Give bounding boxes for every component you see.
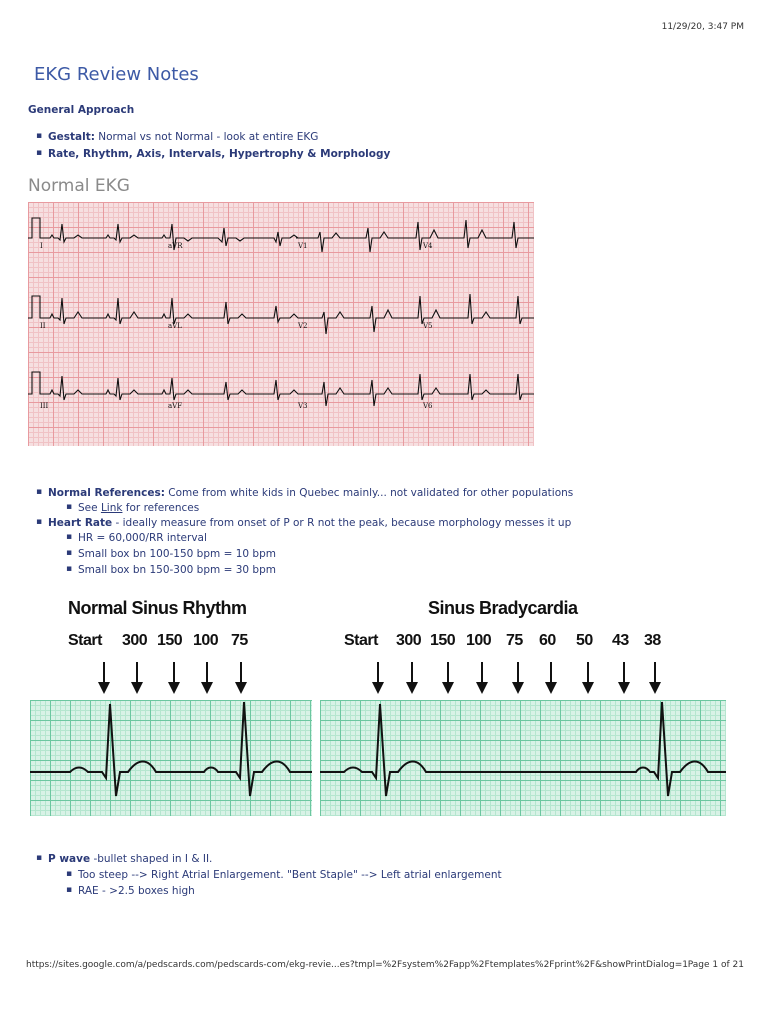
normal-ekg-heading: Normal EKG — [28, 176, 130, 196]
list-item: ▪ RAE - >2.5 boxes high — [78, 885, 195, 897]
lead-label-aVF: aVF — [168, 402, 183, 410]
nsr-strip — [30, 700, 312, 816]
nsr-label-100: 100 — [193, 632, 219, 649]
footer-url: https://sites.google.com/a/pedscards.com/pedscards-com/ekg-revie...es?tmpl=%2Fsystem%2Fapp%2Ftemplates%2Fprint%2F&showPrintDialog=1 — [26, 960, 688, 970]
list-item: ▪ Rate, Rhythm, Axis, Intervals, Hypertrophy & Morphology — [48, 148, 390, 160]
lead-label-aVL: aVL — [168, 322, 182, 330]
references-sub-suffix: for references — [122, 502, 200, 514]
sb-trace-svg — [320, 700, 726, 816]
gestalt-label: Gestalt: — [48, 131, 95, 143]
nsr-trace — [30, 702, 312, 796]
references-label: Normal References: — [48, 487, 165, 499]
nsr-label-start: Start — [68, 632, 102, 649]
sb-label-100: 100 — [466, 632, 492, 649]
list-item — [78, 502, 199, 514]
list-item: ▪ HR = 60,000/RR interval — [78, 532, 207, 544]
lead-label-V1: V1 — [298, 242, 308, 250]
lead-label-V2: V2 — [298, 322, 308, 330]
normal-ekg-image — [28, 202, 534, 446]
lead-label-V6: V6 — [423, 402, 433, 410]
nsr-trace-svg — [30, 700, 312, 816]
references-text: Come from white kids in Quebec mainly... not validated for other populations — [164, 487, 574, 499]
lead-label-II: II — [40, 322, 46, 330]
nsr-label-300: 300 — [122, 632, 148, 649]
ekg-trace-svg — [28, 202, 534, 446]
general-approach-heading: General Approach — [28, 104, 135, 116]
ekg-trace-row-3 — [28, 372, 534, 406]
list-item: ▪ Too steep --> Right Atrial Enlargement. "Bent Staple" --> Left atrial enlargement — [78, 869, 502, 881]
rhythm-figure — [30, 590, 730, 820]
sb-label-150: 150 — [430, 632, 456, 649]
sb-strip — [320, 700, 726, 816]
lead-label-V4: V4 — [423, 242, 433, 250]
sinus-bradycardia-title: Sinus Bradycardia — [428, 598, 578, 618]
gestalt-text: Normal vs not Normal - look at entire EKG — [94, 131, 319, 143]
lead-label-V3: V3 — [298, 402, 308, 410]
list-item — [48, 853, 212, 865]
sb-label-43: 43 — [612, 632, 629, 649]
lead-label-V5: V5 — [423, 322, 433, 330]
list-item: ▪ Small box bn 100-150 bpm = 10 bpm — [78, 548, 276, 560]
references-sub-prefix: See — [78, 502, 101, 514]
lead-label-III: III — [40, 402, 49, 410]
nsr-label-150: 150 — [157, 632, 183, 649]
sb-label-75: 75 — [506, 632, 523, 649]
list-item: ▪ Small box bn 150-300 bpm = 30 bpm — [78, 564, 276, 576]
footer-page-number: Page 1 of 21 — [687, 960, 744, 970]
sb-label-300: 300 — [396, 632, 422, 649]
ekg-trace-row-2 — [28, 294, 534, 334]
lead-label-I: I — [40, 242, 43, 250]
lead-label-aVR: aVR — [168, 242, 183, 250]
list-item — [48, 517, 571, 529]
p-wave-label: P wave — [48, 853, 91, 865]
sb-label-38: 38 — [644, 632, 661, 649]
list-item — [48, 131, 318, 143]
sb-label-50: 50 — [576, 632, 593, 649]
ekg-trace-row-1 — [28, 218, 534, 252]
sb-label-60: 60 — [539, 632, 556, 649]
references-link[interactable]: Link — [100, 502, 123, 514]
list-item — [48, 487, 573, 499]
sb-trace — [320, 702, 726, 796]
heart-rate-text: - ideally measure from onset of P or R not the peak, because morphology messes it up — [112, 517, 572, 529]
sb-label-start: Start — [344, 632, 378, 649]
nsr-label-75: 75 — [231, 632, 248, 649]
p-wave-text: -bullet shaped in I & II. — [90, 853, 213, 865]
heart-rate-label: Heart Rate — [48, 517, 113, 529]
page-title: EKG Review Notes — [34, 64, 199, 85]
timestamp: 11/29/20, 3:47 PM — [661, 22, 744, 32]
normal-sinus-rhythm-title: Normal Sinus Rhythm — [68, 598, 247, 618]
